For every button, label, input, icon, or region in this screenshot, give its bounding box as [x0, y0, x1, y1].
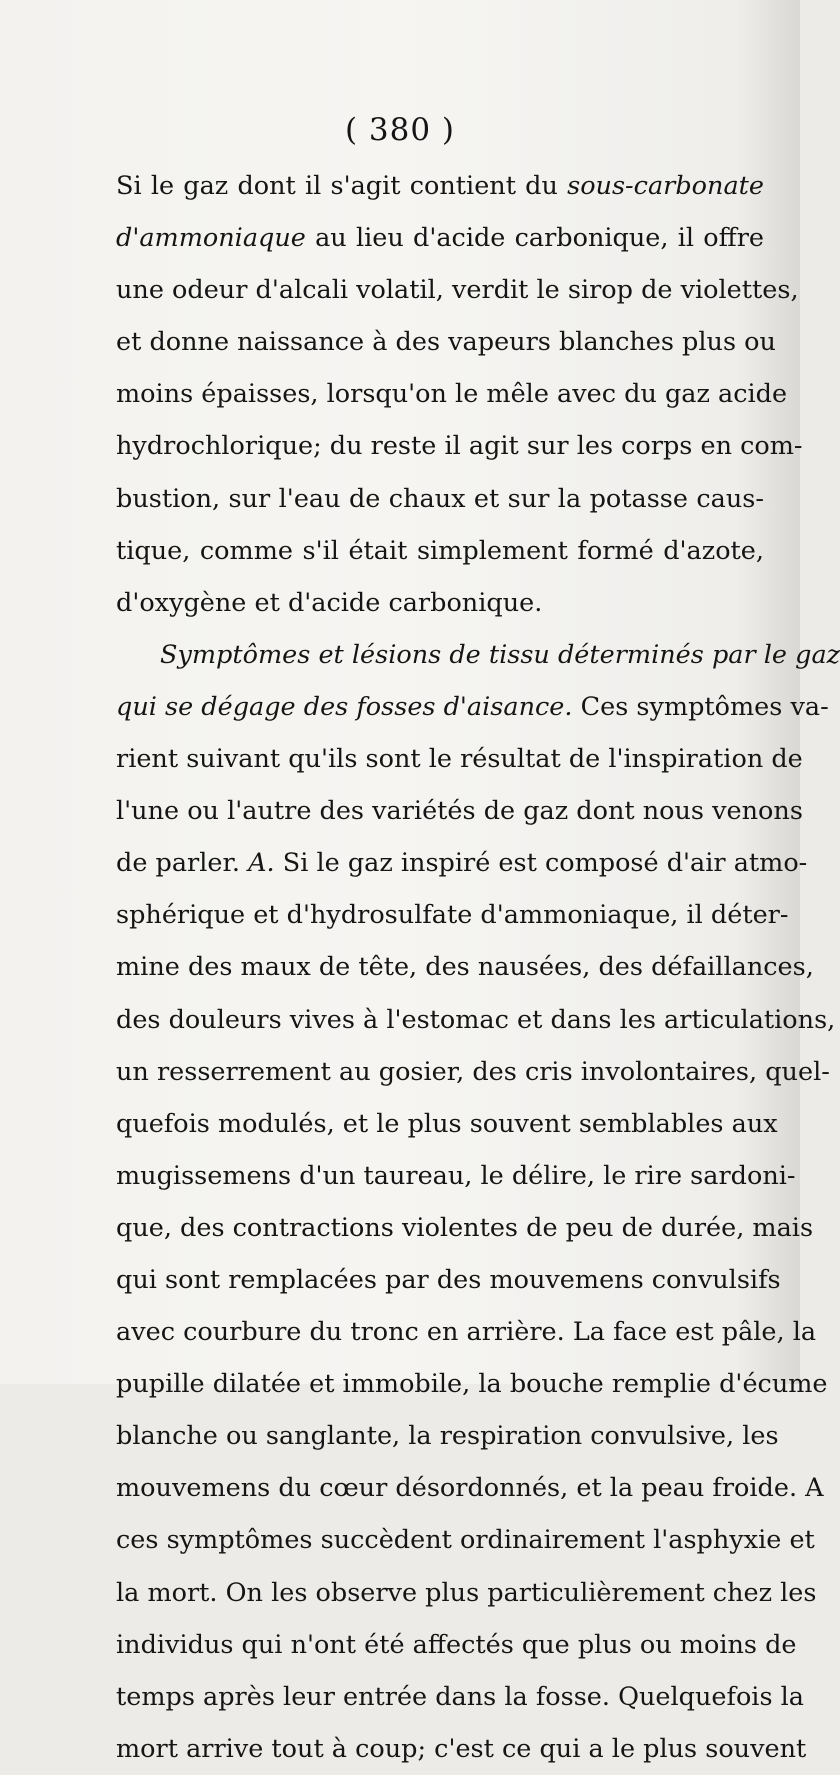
text-run: mouvemens du cœur désordonnés, et la peau froide. A — [116, 1473, 824, 1504]
text-line — [116, 160, 764, 212]
text-line — [116, 525, 764, 577]
page-number: ( 380 ) — [344, 112, 456, 148]
text-line — [116, 994, 836, 1046]
text-run: des douleurs vives à l'estomac et dans les articulations, — [116, 1004, 836, 1035]
text-line — [116, 212, 764, 264]
text-line — [116, 629, 840, 681]
italic-text-run: A. — [248, 848, 275, 879]
text-run: pupille dilatée et immobile, la bouche remplie d'écume — [116, 1369, 828, 1400]
text-line — [116, 941, 814, 993]
text-run: rient suivant qu'ils sont le résultat de l'inspiration de — [116, 744, 803, 775]
text-run: quefois modulés, et le plus souvent semblables aux — [116, 1108, 778, 1139]
text-line — [116, 1046, 830, 1098]
text-line — [116, 1514, 815, 1566]
text-line — [116, 733, 803, 785]
text-run: la mort. On les observe plus particulièrement chez les — [116, 1577, 817, 1608]
text-run: hydrochlorique; du reste il agit sur les corps en com- — [116, 431, 803, 462]
italic-text-run: d'ammoniaque — [116, 223, 306, 254]
text-line — [116, 264, 799, 316]
text-run: sphérique et d'hydrosulfate d'ammoniaque, il déter- — [116, 900, 789, 931]
text-line — [116, 785, 803, 837]
text-run: que, des contractions violentes de peu de durée, mais — [116, 1212, 814, 1243]
text-line — [116, 1671, 805, 1723]
text-run: une odeur d'alcali volatil, verdit le sirop de violettes, — [116, 275, 799, 306]
text-line — [116, 368, 788, 420]
text-run: blanche ou sanglante, la respiration convulsive, les — [116, 1421, 779, 1452]
text-run: l'une ou l'autre des variétés de gaz dont nous venons — [116, 796, 803, 827]
text-run: un resserrement au gosier, des cris involontaires, quel- — [116, 1056, 830, 1087]
italic-text-run: qui se dégage des fosses d'aisance. — [116, 691, 573, 722]
text-line — [116, 577, 764, 629]
text-line — [116, 1410, 779, 1462]
text-line — [116, 1306, 817, 1358]
text-line — [116, 1358, 828, 1410]
text-line — [116, 1202, 814, 1254]
text-line — [116, 1150, 796, 1202]
text-run: Si le gaz dont il s'agit contient du — [116, 171, 568, 201]
body-text — [116, 160, 840, 1775]
text-run: bustion, sur l'eau de chaux et sur la potasse caus- — [116, 483, 764, 514]
text-run: temps après leur entrée dans la fosse. Quelquefois la — [116, 1681, 805, 1712]
text-run: mine des maux de tête, des nausées, des défaillances, — [116, 952, 814, 983]
text-line — [116, 1723, 807, 1775]
text-run: tique, comme s'il était simplement formé d'azote, — [116, 535, 764, 566]
text-run: moins épaisses, lorsqu'on le mêle avec du gaz acide — [116, 379, 788, 410]
text-run: au lieu d'acide carbonique, il offre — [305, 223, 764, 254]
text-run: Si le gaz inspiré est composé d'air atmo- — [274, 848, 808, 879]
text-line — [116, 1619, 797, 1671]
text-run: de parler. — [116, 848, 249, 879]
text-line — [116, 316, 776, 368]
italic-text-run: sous-carbonate — [567, 171, 764, 201]
text-run: individus qui n'ont été affectés que plus ou moins de — [116, 1629, 797, 1660]
text-line — [116, 1462, 824, 1514]
text-line — [116, 681, 829, 733]
text-run: et donne naissance à des vapeurs blanches plus ou — [116, 327, 776, 358]
text-line — [116, 1567, 817, 1619]
text-line — [116, 420, 803, 472]
text-line — [116, 837, 808, 889]
text-run: avec courbure du tronc en arrière. La face est pâle, la — [116, 1317, 817, 1348]
text-line — [116, 473, 764, 525]
text-line — [116, 1098, 778, 1150]
text-run: ces symptômes succèdent ordinairement l'asphyxie et — [116, 1525, 815, 1556]
text-run: Ces symptômes va- — [572, 691, 829, 722]
text-run: mort arrive tout à coup; c'est ce qui a le plus souvent — [116, 1733, 807, 1764]
italic-text-run: Symptômes et lésions de tissu déterminés par le gaz — [160, 639, 840, 670]
text-run: qui sont remplacées par des mouvemens convulsifs — [116, 1264, 781, 1295]
text-line — [116, 889, 789, 941]
text-run: mugissemens d'un taureau, le délire, le rire sardoni- — [116, 1160, 796, 1191]
text-line — [116, 1254, 781, 1306]
text-run: d'oxygène et d'acide carbonique. — [116, 587, 543, 618]
